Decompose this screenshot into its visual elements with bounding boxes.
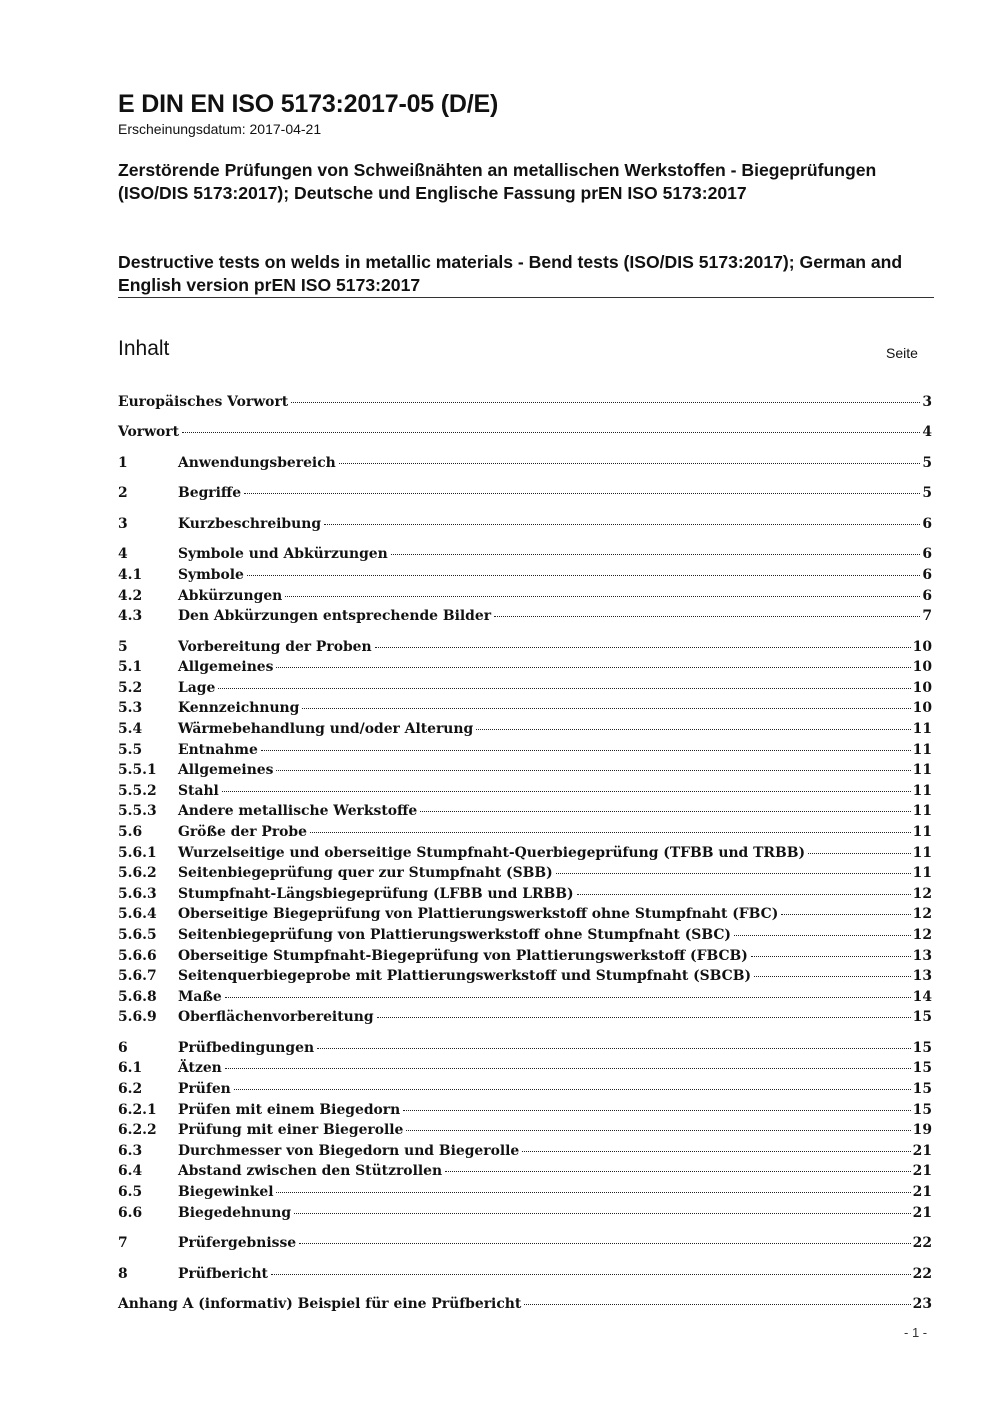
toc-entry-number: 5.6.9 — [118, 1009, 157, 1026]
toc-entry-title: Prüfen mit einem Biegedorn — [178, 1101, 401, 1118]
toc-entry-title: Wärmebehandlung und/oder Alterung — [178, 721, 474, 738]
toc-dot-leader — [247, 575, 920, 576]
toc-entry-number: 4.2 — [118, 587, 143, 604]
toc-entry-number: 6.6 — [118, 1204, 143, 1221]
toc-entry[interactable] — [118, 1205, 932, 1226]
toc-entry-number: 7 — [118, 1235, 128, 1252]
toc-dot-leader — [494, 616, 920, 617]
toc-entry-page: 6 — [922, 567, 932, 584]
toc-entry-number: 5.6.1 — [118, 844, 157, 861]
toc-entry-title: Biegewinkel — [178, 1184, 274, 1201]
toc-entry[interactable] — [118, 1184, 932, 1205]
toc-entry-title: Kurzbeschreibung — [178, 515, 322, 532]
toc-entry[interactable] — [118, 424, 932, 445]
toc-dot-leader — [234, 1089, 911, 1090]
toc-dot-leader — [403, 1110, 910, 1111]
toc-dot-leader — [420, 811, 910, 812]
toc-entry[interactable] — [118, 394, 932, 415]
toc-entry[interactable] — [118, 516, 932, 537]
toc-entry-title: Stahl — [178, 782, 219, 799]
toc-dot-leader — [317, 1048, 911, 1049]
toc-entry-page: 14 — [912, 988, 932, 1005]
toc-dot-leader — [391, 554, 921, 555]
toc-entry-page: 21 — [912, 1184, 932, 1201]
toc-entry-number: 6.4 — [118, 1163, 143, 1180]
toc-entry-page: 21 — [912, 1163, 932, 1180]
toc-dot-leader — [271, 1274, 911, 1275]
toc-entry-number: 5 — [118, 638, 128, 655]
toc-dot-leader — [276, 770, 910, 771]
toc-entry-number: 5.6.3 — [118, 885, 157, 902]
toc-entry-number: 4.3 — [118, 608, 143, 625]
toc-entry-number: 6.3 — [118, 1142, 143, 1159]
toc-entry-number: 5.5.1 — [118, 762, 157, 779]
toc-dot-leader — [299, 1243, 911, 1244]
toc-entry-number: 6.2.1 — [118, 1101, 157, 1118]
toc-dot-leader — [225, 1068, 911, 1069]
toc-dot-leader — [225, 997, 911, 998]
toc-entry-page: 11 — [912, 865, 932, 882]
toc-entry[interactable] — [118, 1122, 932, 1143]
toc-entry[interactable] — [118, 567, 932, 588]
toc-dot-leader — [445, 1171, 911, 1172]
toc-entry-title: Prüfung mit einer Biegerolle — [178, 1122, 404, 1139]
toc-entry-title: Wurzelseitige und oberseitige Stumpfnaht-Querbiegeprüfung (TFBB und TRBB) — [178, 844, 806, 861]
toc-entry-number: 6.5 — [118, 1184, 143, 1201]
toc-entry-page: 23 — [912, 1296, 932, 1313]
toc-entry-page: 21 — [912, 1204, 932, 1221]
toc-dot-leader — [276, 1192, 910, 1193]
toc-entry-page: 12 — [912, 885, 932, 902]
toc-entry-page: 10 — [912, 659, 932, 676]
toc-dot-leader — [754, 976, 911, 977]
toc-entry[interactable] — [118, 948, 932, 969]
toc-dot-leader — [222, 791, 911, 792]
toc-entry[interactable] — [118, 886, 932, 907]
toc-entry-number: 8 — [118, 1265, 128, 1282]
toc-entry-title: Abkürzungen — [178, 587, 283, 604]
toc-entry-title: Prüfbedingungen — [178, 1039, 315, 1056]
toc-entry[interactable] — [118, 1009, 932, 1030]
toc-dot-leader — [375, 647, 911, 648]
toc-entry-number: 6.1 — [118, 1060, 143, 1077]
toc-entry-page: 10 — [912, 679, 932, 696]
toc-dot-leader — [276, 667, 910, 668]
toc-entry-number: 5.5 — [118, 741, 143, 758]
toc-entry-page: 11 — [912, 803, 932, 820]
toc-dot-leader — [556, 873, 911, 874]
page-number: - 1 - — [904, 1325, 928, 1340]
toc-entry-page: 11 — [912, 762, 932, 779]
toc-entry[interactable] — [118, 1081, 932, 1102]
toc-entry[interactable] — [118, 824, 932, 845]
toc-entry-title: Allgemeines — [178, 762, 274, 779]
toc-dot-leader — [577, 894, 911, 895]
toc-entry-number: 5.6.5 — [118, 927, 157, 943]
toc-dot-leader — [310, 832, 911, 833]
toc-entry[interactable] — [118, 485, 932, 506]
toc-dot-leader — [182, 432, 920, 433]
toc-dot-leader — [291, 402, 920, 403]
toc-entry[interactable] — [118, 1235, 932, 1256]
toc-entry-number: 5.3 — [118, 700, 143, 717]
toc-dot-leader — [781, 914, 910, 915]
toc-entry[interactable] — [118, 865, 932, 886]
toc-entry-page: 21 — [912, 1142, 932, 1159]
toc-entry-title: Symbole — [178, 567, 244, 584]
toc-entry-number: 5.6.2 — [118, 865, 157, 882]
toc-entry-number: 5.6.6 — [118, 947, 157, 964]
toc-entry-title: Lage — [178, 679, 216, 696]
toc-entry-page: 13 — [912, 947, 932, 964]
toc-entry-title: Vorbereitung der Proben — [178, 638, 372, 655]
toc-entry-page: 11 — [912, 844, 932, 861]
toc-entry[interactable] — [118, 742, 932, 763]
toc-dot-leader — [734, 935, 911, 936]
toc-entry[interactable] — [118, 845, 932, 866]
toc-entry-page: 5 — [922, 454, 932, 471]
toc-entry[interactable] — [118, 1266, 932, 1287]
toc-entry-title: Durchmesser von Biegedorn und Biegerolle — [178, 1142, 520, 1159]
toc-entry-title: Anhang A (informativ) Beispiel für eine Prüfbericht — [118, 1296, 522, 1313]
toc-entry-title: Biegedehnung — [178, 1204, 292, 1221]
toc-dot-leader — [522, 1151, 910, 1152]
toc-entry-page: 6 — [922, 515, 932, 532]
toc-dot-leader — [302, 708, 910, 709]
toc-entry-title: Abstand zwischen den Stützrollen — [178, 1163, 443, 1180]
toc-entry-page: 12 — [912, 927, 932, 943]
toc-entry-title: Prüfergebnisse — [178, 1235, 297, 1252]
toc-entry-title: Anwendungsbereich — [178, 454, 336, 471]
toc-entry-title: Oberseitige Biegeprüfung von Plattierungswerkstoff ohne Stumpfnaht (FBC) — [178, 906, 779, 923]
toc-entry-page: 7 — [922, 608, 932, 625]
toc-entry-page: 10 — [912, 638, 932, 655]
title-english: Destructive tests on welds in metallic materials - Bend tests (ISO/DIS 5173:2017); German and English version prEN ISO 5173:2017 — [118, 252, 903, 295]
toc-entry[interactable] — [118, 783, 932, 804]
toc-entry-title: Oberseitige Stumpfnaht-Biegeprüfung von Plattierungswerkstoff (FBCB) — [178, 947, 748, 964]
toc-entry-title: Prüfbericht — [178, 1265, 268, 1282]
toc-entry[interactable] — [118, 1296, 932, 1317]
toc-entry-page: 6 — [922, 546, 932, 563]
toc-entry[interactable] — [118, 608, 932, 629]
toc-entry-title: Seitenquerbiegeprobe mit Plattierungswerkstoff und Stumpfnaht (SBCB) — [178, 968, 752, 985]
toc-entry-title: Andere metallische Werkstoffe — [178, 803, 418, 820]
toc-entry-title: Maße — [178, 988, 222, 1005]
toc-entry-number: 4.1 — [118, 567, 143, 584]
toc-entry-number: 6.2 — [118, 1081, 143, 1098]
toc-dot-leader — [808, 853, 911, 854]
toc-entry-page: 10 — [912, 700, 932, 717]
toc-entry-page: 15 — [912, 1039, 932, 1056]
toc-entry-title: Oberflächenvorbereitung — [178, 1009, 374, 1026]
toc-entry-title: Größe der Probe — [178, 824, 307, 841]
table-of-contents — [118, 394, 932, 1317]
toc-entry-page: 19 — [912, 1122, 932, 1139]
toc-entry-number: 1 — [118, 454, 128, 471]
toc-entry-title: Seitenbiegeprüfung quer zur Stumpfnaht (SBB) — [178, 865, 553, 882]
toc-dot-leader — [377, 1017, 911, 1018]
toc-entry-page: 15 — [912, 1009, 932, 1026]
toc-dot-leader — [524, 1304, 910, 1305]
toc-entry[interactable] — [118, 1163, 932, 1184]
toc-entry-number: 2 — [118, 485, 128, 502]
toc-entry[interactable] — [118, 762, 932, 783]
toc-dot-leader — [261, 750, 911, 751]
toc-entry-page: 5 — [922, 485, 932, 502]
toc-entry-page: 12 — [912, 906, 932, 923]
toc-entry-page: 6 — [922, 587, 932, 604]
toc-entry[interactable] — [118, 1040, 932, 1061]
toc-entry[interactable] — [118, 989, 932, 1010]
toc-entry-page: 22 — [912, 1235, 932, 1252]
toc-entry-page: 15 — [912, 1101, 932, 1118]
toc-entry-title: Symbole und Abkürzungen — [178, 546, 388, 563]
toc-entry-number: 5.6.7 — [118, 968, 157, 985]
toc-entry-number: 5.4 — [118, 721, 143, 738]
toc-entry-title: Den Abkürzungen entsprechende Bilder — [178, 608, 492, 625]
toc-entry-title: Vorwort — [118, 424, 180, 441]
toc-entry[interactable] — [118, 455, 932, 476]
toc-entry[interactable] — [118, 700, 932, 721]
toc-entry-page: 11 — [912, 721, 932, 738]
toc-entry-number: 5.6.4 — [118, 906, 157, 923]
toc-entry-number: 5.5.2 — [118, 782, 157, 799]
toc-dot-leader — [244, 493, 920, 494]
toc-entry-page: 11 — [912, 824, 932, 841]
toc-dot-leader — [218, 688, 910, 689]
toc-entry-number: 4 — [118, 546, 128, 563]
toc-entry-number: 5.1 — [118, 659, 143, 676]
toc-entry-number: 6.2.2 — [118, 1122, 157, 1139]
document-id: E DIN EN ISO 5173:2017-05 (D/E) — [118, 90, 499, 118]
toc-entry-title: Allgemeines — [178, 659, 274, 676]
toc-entry-page: 11 — [912, 782, 932, 799]
toc-dot-leader — [294, 1213, 911, 1214]
toc-entry[interactable] — [118, 588, 932, 609]
toc-entry-page: 15 — [912, 1060, 932, 1077]
toc-entry-number: 5.6.8 — [118, 988, 157, 1005]
toc-entry[interactable] — [118, 659, 932, 680]
toc-entry[interactable] — [118, 1143, 932, 1164]
toc-entry-page: 13 — [912, 968, 932, 985]
toc-entry-page: 3 — [922, 394, 932, 410]
toc-entry-number: 5.5.3 — [118, 803, 157, 820]
toc-entry-number: 5.2 — [118, 679, 143, 696]
toc-entry-number: 5.6 — [118, 824, 143, 841]
toc-entry-number: 3 — [118, 515, 128, 532]
toc-entry-title: Kennzeichnung — [178, 700, 300, 717]
toc-entry-page: 4 — [922, 424, 932, 441]
toc-entry[interactable] — [118, 927, 932, 948]
toc-heading: Inhalt — [118, 337, 170, 360]
toc-entry-number: 6 — [118, 1039, 128, 1056]
toc-entry-title: Begriffe — [178, 485, 242, 502]
toc-entry[interactable] — [118, 680, 932, 701]
toc-entry-title: Prüfen — [178, 1081, 231, 1098]
toc-entry-title: Stumpfnaht-Längsbiegeprüfung (LFBB und LRBB) — [178, 885, 574, 902]
toc-dot-leader — [476, 729, 910, 730]
toc-dot-leader — [285, 596, 920, 597]
toc-entry[interactable] — [118, 1102, 932, 1123]
publication-date: Erscheinungsdatum: 2017-04-21 — [118, 121, 322, 137]
toc-entry-title: Entnahme — [178, 741, 258, 758]
toc-page-label: Seite — [886, 345, 918, 361]
toc-entry[interactable] — [118, 546, 932, 567]
toc-entry-page: 15 — [912, 1081, 932, 1098]
toc-dot-leader — [751, 956, 911, 957]
toc-entry-page: 11 — [912, 741, 932, 758]
toc-entry[interactable] — [118, 906, 932, 927]
toc-dot-leader — [406, 1130, 910, 1131]
toc-entry-title: Seitenbiegeprüfung von Plattierungswerkstoff ohne Stumpfnaht (SBC) — [178, 927, 731, 943]
header-divider — [118, 297, 934, 298]
toc-entry-title: Ätzen — [178, 1060, 222, 1077]
title-german: Zerstörende Prüfungen von Schweißnähten an metallischen Werkstoffen - Biegeprüfungen (ISO/DIS 5173:2017); Deutsche und Englische Fassung prEN ISO 5173:2017 — [118, 160, 877, 203]
toc-entry-title: Europäisches Vorwort — [118, 394, 289, 410]
toc-entry[interactable] — [118, 1060, 932, 1081]
toc-entry[interactable] — [118, 968, 932, 989]
toc-entry[interactable] — [118, 721, 932, 742]
toc-entry[interactable] — [118, 803, 932, 824]
toc-dot-leader — [324, 524, 920, 525]
toc-entry[interactable] — [118, 639, 932, 660]
toc-entry-page: 22 — [912, 1265, 932, 1282]
toc-dot-leader — [339, 463, 921, 464]
